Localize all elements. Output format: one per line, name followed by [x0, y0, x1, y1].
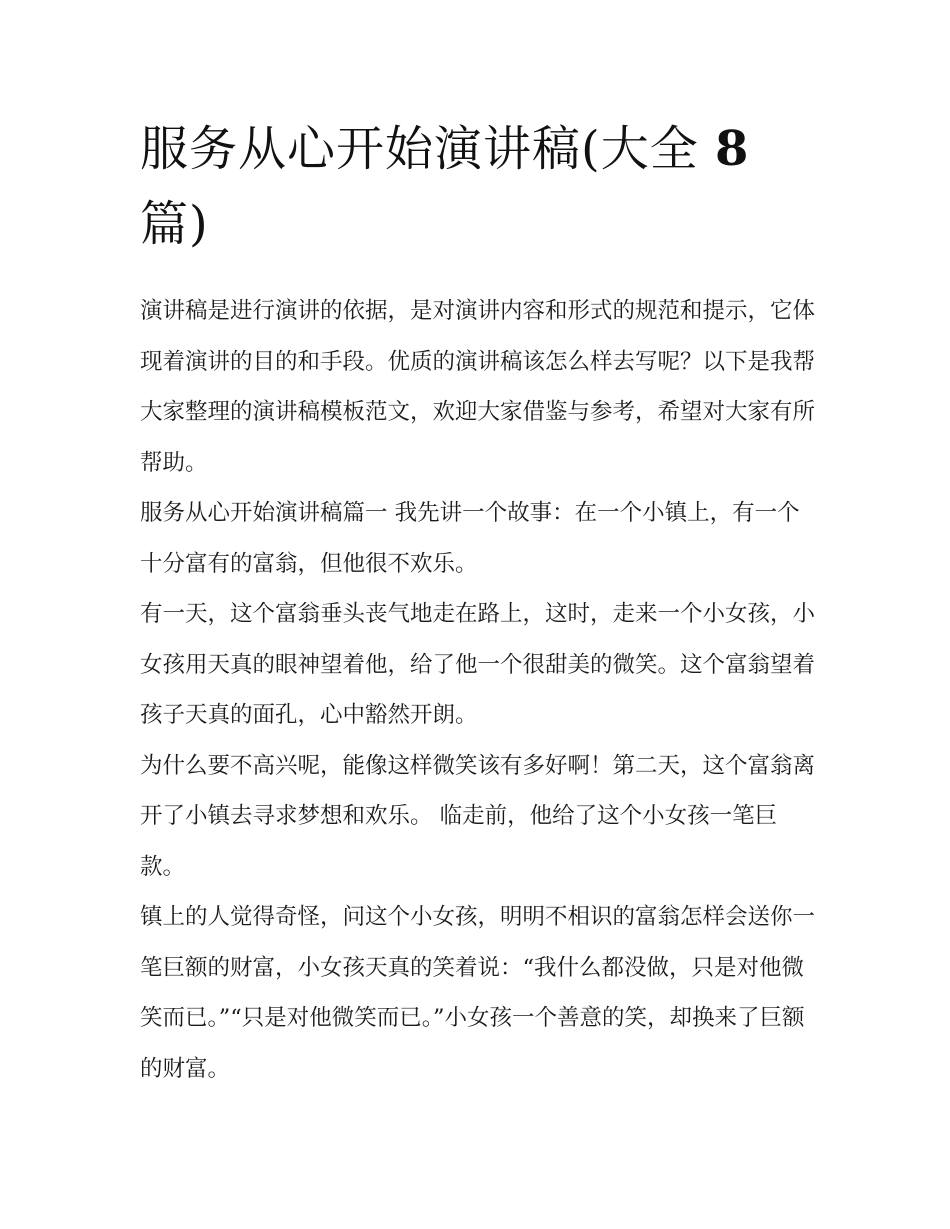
title-text: 服务从心开始演讲稿(大全: [140, 121, 715, 177]
paragraph-intro: 演讲稿是进行演讲的依据，是对演讲内容和形式的规范和提示，它体现着演讲的目的和手段。优质的演讲稿该怎么样去写呢？以下是我帮大家整理的演讲稿模板范文，欢迎大家借鉴与参考，希望对大家有所帮助。: [140, 298, 816, 476]
paragraph-rich-man-leaves: 为什么要不高兴呢，能像这样微笑该有多好啊！第二天，这个富翁离开了小镇去寻求梦想和欢乐。 临走前，他给了这个小女孩一笔巨款。: [140, 752, 816, 880]
title-number: 8: [715, 121, 750, 177]
paragraph-town-people: 镇上的人觉得奇怪，问这个小女孩，明明不相识的富翁怎样会送你一笔巨额的财富，小女孩天真的笑着说：“我什么都没做，只是对他微笑而已。”“只是对他微笑而已。”小女孩一个善意的笑，却换来了巨额的财富。: [140, 904, 816, 1082]
document-page: [140, 112, 820, 1094]
paragraph-story-start: 服务从心开始演讲稿篇一 我先讲一个故事：在一个小镇上，有一个十分富有的富翁，但他很不欢乐。: [140, 500, 800, 577]
paragraph-girl-smile: 有一天，这个富翁垂头丧气地走在路上，这时，走来一个小女孩，小女孩用天真的眼神望着他，给了他一个很甜美的微笑。这个富翁望着孩子天真的面孔，心中豁然开朗。: [140, 601, 816, 728]
title-text-line2: 篇): [140, 196, 209, 252]
document-title: [140, 112, 820, 262]
document-body: [140, 286, 820, 1094]
